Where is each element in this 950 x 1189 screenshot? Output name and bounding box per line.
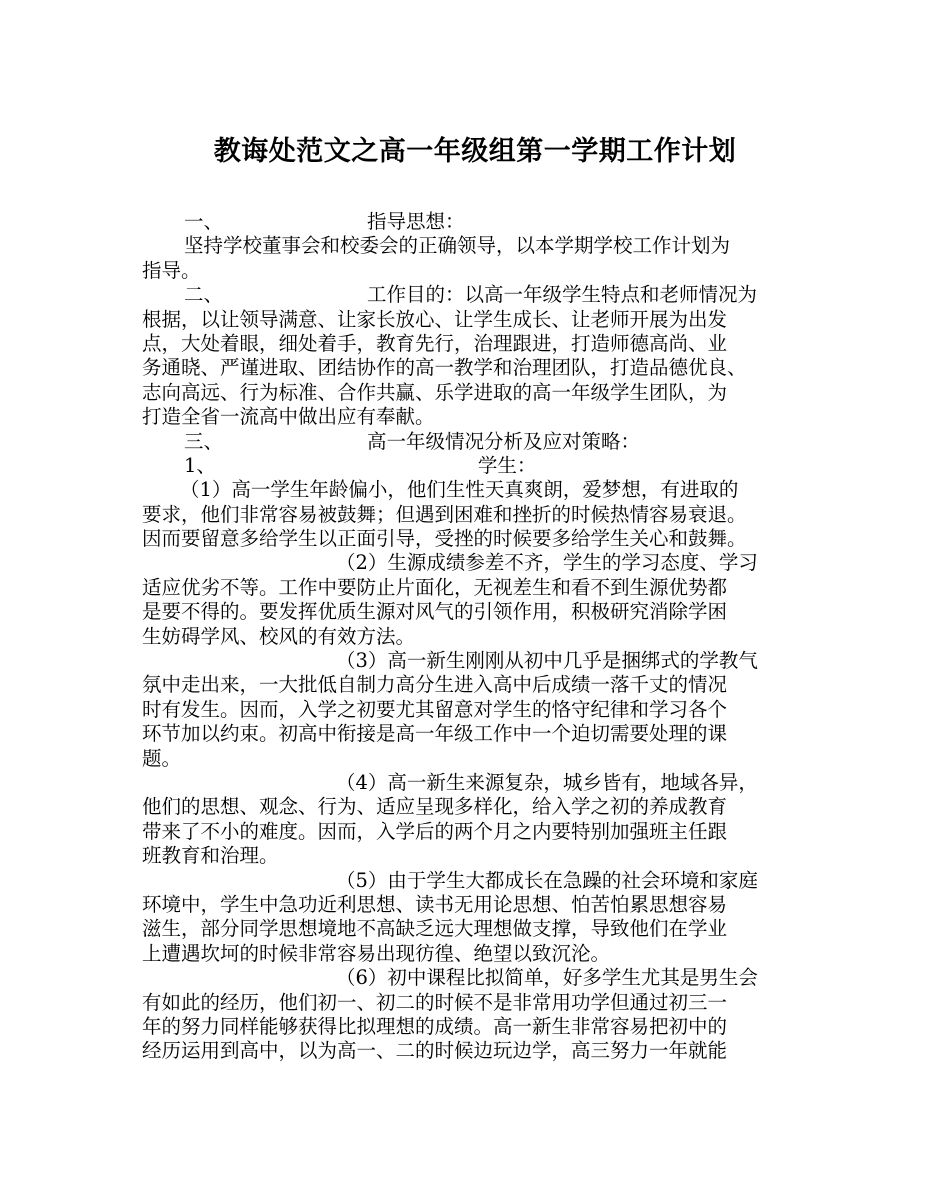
paragraph-text: 指导。 [142, 258, 201, 282]
text-line [142, 991, 822, 1015]
paragraph-text: （6）初中课程比拟简单，好多学生尤其是男生会 [336, 966, 758, 990]
text-line [142, 844, 822, 868]
text-line [142, 722, 822, 746]
paragraph-text: 打造全省一流高中做出应有奉献。 [142, 405, 435, 429]
document-body [142, 210, 822, 1064]
text-line [142, 893, 822, 917]
paragraph-text: 题。 [142, 746, 182, 770]
paragraph-text: 年的努力同样能够获得比拟理想的成绩。高一新生非常容易把初中的 [142, 1014, 728, 1038]
text-line [142, 942, 822, 966]
text-line [142, 625, 822, 649]
paragraph-text: 他们的思想、观念、行为、适应呈现多样化，给入学之初的养成教育 [142, 795, 728, 819]
text-line [142, 381, 822, 405]
paragraph-text: 坚持学校董事会和校委会的正确领导，以本学期学校工作计划为 [184, 234, 731, 258]
paragraph-text: 志向高远、行为标准、合作共赢、乐学进取的高一年级学生团队，为 [142, 380, 728, 404]
text-line [142, 308, 822, 332]
paragraph-text: 上遭遇坎坷的时候非常容易出现彷徨、绝望以致沉沦。 [142, 941, 611, 965]
text-line [142, 869, 822, 893]
section-heading: 学生： [477, 453, 537, 477]
text-line [142, 1039, 822, 1063]
text-line [142, 283, 822, 307]
paragraph-text: 生妨碍学风、校风的有效方法。 [142, 624, 416, 648]
paragraph-text: 点，大处着眼，细处着手，教育先行，治理跟进，打造师德高尚、业 [142, 331, 728, 355]
paragraph-text: （2）生源成绩参差不齐，学生的学习态度、学习 [336, 551, 758, 575]
text-line [142, 551, 822, 575]
paragraph-text: 有如此的经历，他们初一、初二的时候不是非常用功学但通过初三一 [142, 990, 728, 1014]
text-line [142, 820, 822, 844]
document-title: 教诲处范文之高一年级组第一学期工作计划 [213, 136, 737, 167]
section-heading: 工作目的：以高一年级学生特点和老师情况为 [367, 283, 758, 307]
paragraph-text: 务通晓、严谨进取、团结协作的高一教学和治理团队，打造品德优良、 [142, 356, 747, 380]
paragraph-text: 是要不得的。要发挥优质生源对风气的引领作用，积极研究消除学困 [142, 600, 728, 624]
section-number: 二、 [184, 283, 224, 307]
text-line [142, 795, 822, 819]
text-line [142, 771, 822, 795]
text-line [142, 966, 822, 990]
section-number: 一、 [184, 210, 224, 233]
text-line [142, 503, 822, 527]
paragraph-text: （5）由于学生大都成长在急躁的社会环境和家庭 [336, 868, 758, 892]
text-line [142, 259, 822, 283]
text-line [142, 430, 822, 454]
section-heading: 指导思想： [367, 210, 465, 233]
text-line [142, 478, 822, 502]
text-line [142, 1015, 822, 1039]
paragraph-text: 因而要留意多给学生以正面引导，受挫的时候要多给学生关心和鼓舞。 [142, 527, 747, 551]
paragraph-text: 经历运用到高中，以为高一、二的时候边玩边学，高三努力一年就能 [142, 1039, 728, 1063]
text-line [142, 527, 822, 551]
text-line [142, 576, 822, 600]
paragraph-text: 时有发生。因而，入学之初要尤其留意对学生的恪守纪律和学习各个 [142, 697, 728, 721]
text-line [142, 747, 822, 771]
paragraph-text: 要求，他们非常容易被鼓舞；但遇到困难和挫折的时候热情容易衰退。 [142, 502, 747, 526]
paragraph-text: 带来了不小的难度。因而，入学后的两个月之内要特别加强班主任跟 [142, 819, 728, 843]
text-line [142, 917, 822, 941]
paragraph-text: 滋生，部分同学思想境地不高缺乏远大理想做支撑，导致他们在学业 [142, 917, 728, 941]
text-line [142, 356, 822, 380]
paragraph-text: 班教育和治理。 [142, 844, 279, 868]
paragraph-text: 适应优劣不等。工作中要防止片面化，无视差生和看不到生源优势都 [142, 575, 728, 599]
text-line [142, 454, 822, 478]
text-line [142, 673, 822, 697]
paragraph-text: （3）高一新生刚刚从初中几乎是捆绑式的学教气 [336, 649, 758, 673]
paragraph-text: 氛中走出来，一大批低自制力高分生进入高中后成绩一落千丈的情况 [142, 673, 728, 697]
text-line [142, 649, 822, 673]
text-line [142, 405, 822, 429]
paragraph-text: （1）高一学生年龄偏小，他们生性天真爽朗，爱梦想，有进取的 [180, 478, 739, 502]
paragraph-text: 环节加以约束。初高中衔接是高一年级工作中一个迫切需要处理的课 [142, 722, 728, 746]
section-number: 1、 [184, 453, 216, 477]
paragraph-text: 根据，以让领导满意、让家长放心、让学生成长、让老师开展为出发 [142, 307, 728, 331]
section-number: 三、 [184, 429, 224, 453]
paragraph-text: （4）高一新生来源复杂，城乡皆有，地域各异， [336, 770, 758, 794]
paragraph-text: 环境中，学生中急功近利思想、读书无用论思想、怕苦怕累思想容易 [142, 892, 728, 916]
section-heading: 高一年级情况分析及应对策略： [367, 429, 641, 453]
text-line [142, 210, 822, 234]
text-line [142, 698, 822, 722]
text-line [142, 332, 822, 356]
text-line [142, 600, 822, 624]
text-line [142, 234, 822, 258]
